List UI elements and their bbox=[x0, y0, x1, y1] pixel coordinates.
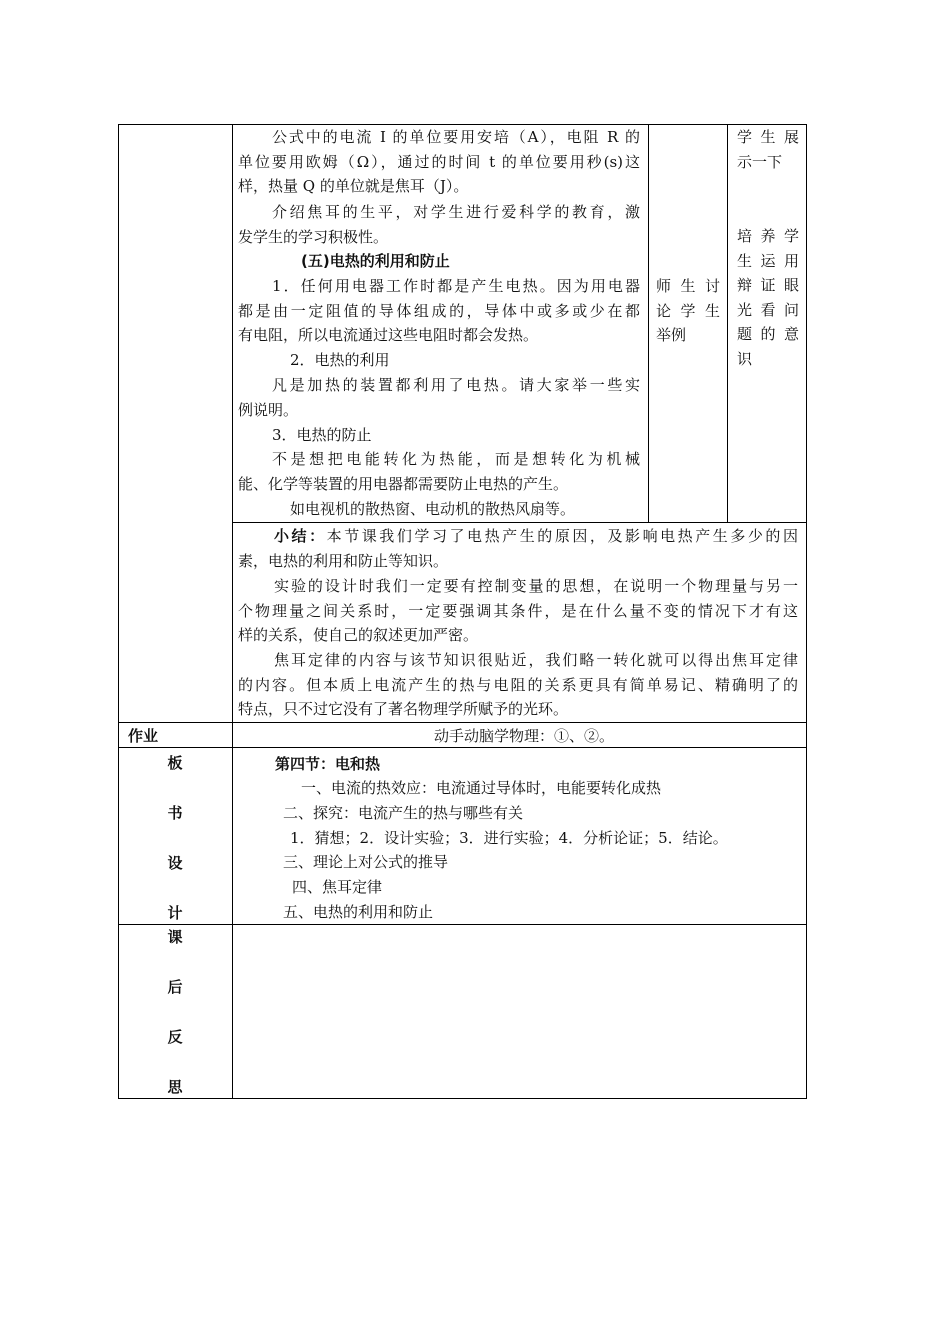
text-line: 学 生 展 bbox=[737, 128, 799, 146]
homework-content: 动手动脑学物理：①、②。 bbox=[434, 727, 615, 745]
item-three-paragraph bbox=[238, 447, 640, 496]
board-line: 三、理论上对公式的推导 bbox=[283, 853, 449, 871]
text-line: 培 养 学 bbox=[737, 227, 799, 245]
formula-units-paragraph bbox=[238, 125, 640, 199]
text-line: 个物理量之间关系时，一定要强调其条件，是在什么量不变的情况下才有这 bbox=[238, 601, 798, 620]
text-line: 示一下 bbox=[737, 152, 783, 171]
reflection-label-char: 课 bbox=[167, 928, 183, 946]
table-border-right bbox=[806, 124, 807, 1099]
board-line: 五、电热的利用和防止 bbox=[283, 903, 434, 921]
section-five-heading: (五)电热的利用和防止 bbox=[301, 252, 450, 270]
item-one-paragraph bbox=[238, 274, 640, 348]
text-line: 实验的设计时我们一定要有控制变量的思想，在说明一个物理量与另一 bbox=[274, 577, 798, 595]
lesson-plan-table bbox=[118, 124, 807, 1099]
reflection-content-cell[interactable] bbox=[233, 925, 806, 1098]
text-line: 例说明。 bbox=[238, 400, 299, 419]
text-line: 单位要用欧姆（Ω），通过的时间 t 的单位要用秒(s)这 bbox=[238, 152, 640, 171]
summary-label: 小结： bbox=[274, 527, 327, 545]
summary-paragraph-two bbox=[238, 574, 798, 648]
text-line: 光 看 问 bbox=[737, 300, 799, 319]
reflection-label-char: 思 bbox=[167, 1078, 183, 1096]
text-line: 发学生的学习积极性。 bbox=[238, 227, 389, 246]
text-line: 样的关系，使自己的叙述更加严密。 bbox=[238, 626, 479, 645]
text-line: 论 学 生 bbox=[656, 301, 720, 320]
homework-label: 作业 bbox=[128, 727, 159, 745]
text-line: 有电阻，所以电流通过这些电阻时都会发热。 bbox=[238, 326, 539, 345]
text-line: 举例 bbox=[656, 326, 687, 345]
board-label-char: 书 bbox=[167, 804, 183, 822]
teacher-student-activity-cell bbox=[656, 274, 720, 348]
reflection-label-char: 反 bbox=[167, 1028, 183, 1046]
text-line: 能、化学等装置的用电器都需要防止电热的产生。 bbox=[238, 474, 569, 493]
text-line: 焦耳定律的内容与该节知识很贴近，我们略一转化就可以得出焦耳定律 bbox=[274, 651, 798, 669]
row-divider-summary bbox=[232, 522, 807, 523]
intent-show-text bbox=[737, 125, 799, 174]
board-line: 1．猜想；2．设计实验；3．进行实验；4．分析论证；5．结论。 bbox=[290, 829, 728, 847]
text-line: 素，电热的利用和防止等知识。 bbox=[238, 551, 449, 570]
board-line: 四、焦耳定律 bbox=[292, 878, 383, 896]
text-line bbox=[238, 524, 798, 549]
board-label-char: 设 bbox=[167, 854, 183, 872]
text-line: 介绍焦耳的生平，对学生进行爱科学的教育，激 bbox=[272, 203, 640, 221]
joule-biography-paragraph bbox=[238, 200, 640, 249]
text-line: 特点，只不过它没有了著名物理学所赋予的光环。 bbox=[238, 700, 569, 719]
summary-paragraph-one bbox=[238, 524, 798, 573]
board-label-char: 板 bbox=[167, 754, 183, 772]
table-border-left bbox=[118, 124, 119, 1099]
board-label-char: 计 bbox=[167, 904, 183, 922]
text-line: 不是想把电能转化为热能，而是想转化为机械 bbox=[272, 450, 640, 468]
table-border-bottom bbox=[118, 1098, 807, 1099]
item-two-paragraph bbox=[238, 373, 640, 422]
row-divider-homework bbox=[118, 722, 807, 723]
intent-cultivate-text bbox=[737, 224, 799, 372]
text-line: 样，热量 Q 的单位就是焦耳（J）。 bbox=[238, 177, 469, 196]
item-two-title: 2．电热的利用 bbox=[290, 351, 390, 369]
summary-text: 本节课我们学习了电热产生的原因，及影响电热产生多少的因 bbox=[326, 527, 798, 545]
text-line: 识 bbox=[737, 349, 753, 368]
reflection-label-char: 后 bbox=[167, 978, 183, 996]
board-title: 第四节：电和热 bbox=[275, 755, 381, 773]
text-line: 凡是加热的装置都利用了电热。请大家举一些实 bbox=[272, 376, 640, 394]
text-line: 辩 证 眼 bbox=[737, 276, 799, 295]
board-line: 一、电流的热效应：电流通过导体时，电能要转化成热 bbox=[301, 779, 662, 797]
summary-paragraph-three bbox=[238, 648, 798, 722]
item-three-title: 3．电热的防止 bbox=[272, 426, 372, 444]
board-line: 二、探究：电流产生的热与哪些有关 bbox=[283, 804, 524, 822]
text-line: 公式中的电流 I 的单位要用安培（A），电阻 R 的 bbox=[272, 128, 640, 146]
text-line: 1．任何用电器工作时都是产生电热。因为用电器 bbox=[272, 277, 640, 295]
text-line: 师 生 讨 bbox=[656, 277, 720, 295]
text-line: 都是由一定阻值的导体组成的，导体中或多或少在都 bbox=[238, 301, 640, 320]
text-line: 题 的 意 bbox=[737, 325, 799, 344]
column-divider-intent bbox=[727, 124, 728, 522]
text-line: 的内容。但本质上电流产生的热与电阻的关系更具有简单易记、精确明了的 bbox=[238, 675, 798, 694]
item-three-example: 如电视机的散热窗、电动机的散热风扇等。 bbox=[290, 500, 576, 518]
column-divider-activity bbox=[648, 124, 649, 522]
text-line: 生 运 用 bbox=[737, 251, 799, 270]
